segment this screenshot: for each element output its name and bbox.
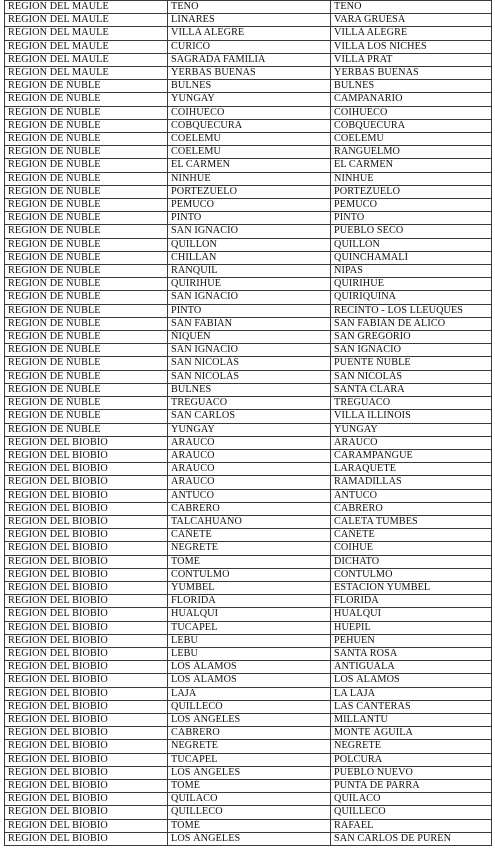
commune-cell: BULNES bbox=[168, 383, 331, 396]
commune-cell: ARAUCO bbox=[168, 476, 331, 489]
region-cell: REGIÓN DEL BIOBÍO bbox=[5, 581, 168, 594]
table-row bbox=[5, 423, 492, 436]
table-row bbox=[5, 14, 492, 27]
commune-cell: PEMUCO bbox=[168, 199, 331, 212]
region-cell: REGIÓN DEL BIOBÍO bbox=[5, 595, 168, 608]
region-cell: REGIÓN DE ÑUBLE bbox=[5, 397, 168, 410]
locality-cell: VILLA ILLINOIS bbox=[331, 410, 492, 423]
region-cell: REGIÓN DEL BIOBÍO bbox=[5, 661, 168, 674]
locality-cell: HUALQUI bbox=[331, 608, 492, 621]
region-cell: REGIÓN DE ÑUBLE bbox=[5, 317, 168, 330]
table-row bbox=[5, 119, 492, 132]
region-cell: REGIÓN DEL BIOBÍO bbox=[5, 753, 168, 766]
region-cell: REGIÓN DEL MAULE bbox=[5, 40, 168, 53]
region-cell: REGIÓN DE ÑUBLE bbox=[5, 212, 168, 225]
table-row bbox=[5, 344, 492, 357]
region-cell: REGIÓN DEL BIOBÍO bbox=[5, 674, 168, 687]
locality-cell: DICHATO bbox=[331, 555, 492, 568]
table-row bbox=[5, 779, 492, 792]
table-row bbox=[5, 740, 492, 753]
commune-cell: LOS ÁLAMOS bbox=[168, 661, 331, 674]
commune-cell: CABRERO bbox=[168, 727, 331, 740]
table-row bbox=[5, 832, 492, 845]
commune-cell: ARAUCO bbox=[168, 436, 331, 449]
region-cell: REGIÓN DEL MAULE bbox=[5, 14, 168, 27]
table-row bbox=[5, 608, 492, 621]
table-row bbox=[5, 489, 492, 502]
locality-cell: LA LAJA bbox=[331, 687, 492, 700]
table-row bbox=[5, 581, 492, 594]
table-row bbox=[5, 1, 492, 14]
commune-cell: TOMÉ bbox=[168, 555, 331, 568]
region-cell: REGIÓN DEL BIOBÍO bbox=[5, 806, 168, 819]
region-cell: REGIÓN DE ÑUBLE bbox=[5, 278, 168, 291]
region-cell: REGIÓN DE ÑUBLE bbox=[5, 133, 168, 146]
commune-cell: TOMÉ bbox=[168, 779, 331, 792]
region-cell: REGIÓN DEL BIOBÍO bbox=[5, 515, 168, 528]
table-row bbox=[5, 40, 492, 53]
locality-cell: SAN CARLOS DE PURÉN bbox=[331, 832, 492, 845]
commune-cell: SAGRADA FAMILIA bbox=[168, 53, 331, 66]
commune-cell: SAN CARLOS bbox=[168, 410, 331, 423]
region-cell: REGIÓN DEL BIOBÍO bbox=[5, 779, 168, 792]
locality-cell: VILLA PRAT bbox=[331, 53, 492, 66]
table-row bbox=[5, 172, 492, 185]
region-cell: REGIÓN DE ÑUBLE bbox=[5, 344, 168, 357]
locality-cell: HUEPIL bbox=[331, 621, 492, 634]
table-row bbox=[5, 317, 492, 330]
region-cell: REGIÓN DEL BIOBÍO bbox=[5, 436, 168, 449]
locality-cell: RANGUELMO bbox=[331, 146, 492, 159]
commune-cell: LOS ÁNGELES bbox=[168, 832, 331, 845]
region-cell: REGIÓN DEL MAULE bbox=[5, 1, 168, 14]
region-cell: REGIÓN DE ÑUBLE bbox=[5, 423, 168, 436]
locality-cell: RECINTO - LOS LLEUQUES bbox=[331, 304, 492, 317]
commune-cell: RÁNQUIL bbox=[168, 265, 331, 278]
table-row bbox=[5, 278, 492, 291]
locality-cell: COELEMU bbox=[331, 133, 492, 146]
region-cell: REGIÓN DE ÑUBLE bbox=[5, 93, 168, 106]
locality-cell: QUIRIQUINA bbox=[331, 291, 492, 304]
locality-cell: FLORIDA bbox=[331, 595, 492, 608]
locality-cell: PEHUEN bbox=[331, 634, 492, 647]
table-row bbox=[5, 93, 492, 106]
table-row bbox=[5, 647, 492, 660]
commune-cell: ÑIQUÉN bbox=[168, 331, 331, 344]
table-row bbox=[5, 727, 492, 740]
commune-cell: SAN NICOLÁS bbox=[168, 357, 331, 370]
commune-cell: QUILACO bbox=[168, 793, 331, 806]
region-cell: REGIÓN DEL BIOBÍO bbox=[5, 621, 168, 634]
commune-cell: PINTO bbox=[168, 304, 331, 317]
locality-cell: VARA GRUESA bbox=[331, 14, 492, 27]
locality-cell: PUEBLO NUEVO bbox=[331, 766, 492, 779]
table-row bbox=[5, 251, 492, 264]
region-cell: REGIÓN DEL BIOBÍO bbox=[5, 555, 168, 568]
locality-cell: SAN NICOLÁS bbox=[331, 370, 492, 383]
commune-cell: SAN IGNACIO bbox=[168, 225, 331, 238]
table-row bbox=[5, 80, 492, 93]
commune-cell: COELEMU bbox=[168, 146, 331, 159]
commune-cell: EL CARMEN bbox=[168, 159, 331, 172]
locality-cell: YUNGAY bbox=[331, 423, 492, 436]
commune-cell: LINARES bbox=[168, 14, 331, 27]
commune-cell: ARAUCO bbox=[168, 449, 331, 462]
locality-cell: QUILLÓN bbox=[331, 238, 492, 251]
table-row bbox=[5, 634, 492, 647]
region-cell: REGIÓN DEL BIOBÍO bbox=[5, 489, 168, 502]
region-cell: REGIÓN DEL BIOBÍO bbox=[5, 568, 168, 581]
commune-cell: CURICÓ bbox=[168, 40, 331, 53]
region-cell: REGIÓN DEL BIOBÍO bbox=[5, 793, 168, 806]
table-row bbox=[5, 476, 492, 489]
locality-cell: VILLA ALEGRE bbox=[331, 27, 492, 40]
table-row bbox=[5, 555, 492, 568]
locality-cell: ANTUCO bbox=[331, 489, 492, 502]
commune-cell: LOS ÁNGELES bbox=[168, 766, 331, 779]
region-cell: REGIÓN DEL BIOBÍO bbox=[5, 740, 168, 753]
region-cell: REGIÓN DE ÑUBLE bbox=[5, 80, 168, 93]
region-cell: REGIÓN DEL BIOBÍO bbox=[5, 608, 168, 621]
commune-cell: CONTULMO bbox=[168, 568, 331, 581]
region-cell: REGIÓN DE ÑUBLE bbox=[5, 106, 168, 119]
locality-cell: LARAQUETE bbox=[331, 463, 492, 476]
commune-cell: YUNGAY bbox=[168, 93, 331, 106]
region-cell: REGIÓN DEL BIOBÍO bbox=[5, 647, 168, 660]
region-cell: REGIÓN DEL BIOBÍO bbox=[5, 727, 168, 740]
region-cell: REGIÓN DE ÑUBLE bbox=[5, 357, 168, 370]
table-row bbox=[5, 713, 492, 726]
commune-cell: CAÑETE bbox=[168, 529, 331, 542]
locality-cell: CARAMPANGUE bbox=[331, 449, 492, 462]
locality-cell: PEMUCO bbox=[331, 199, 492, 212]
locality-cell: MONTE ÁGUILA bbox=[331, 727, 492, 740]
locality-cell: TENO bbox=[331, 1, 492, 14]
commune-cell: VILLA ALEGRE bbox=[168, 27, 331, 40]
region-cell: REGIÓN DE ÑUBLE bbox=[5, 119, 168, 132]
region-cell: REGIÓN DEL BIOBÍO bbox=[5, 476, 168, 489]
locality-cell: CONTULMO bbox=[331, 568, 492, 581]
region-cell: REGIÓN DEL BIOBÍO bbox=[5, 463, 168, 476]
table-row bbox=[5, 621, 492, 634]
region-cell: REGIÓN DEL MAULE bbox=[5, 67, 168, 80]
table-row bbox=[5, 436, 492, 449]
region-cell: REGIÓN DEL BIOBÍO bbox=[5, 687, 168, 700]
region-cell: REGIÓN DEL BIOBÍO bbox=[5, 819, 168, 832]
locality-cell: RAFAEL bbox=[331, 819, 492, 832]
table-row bbox=[5, 225, 492, 238]
table-row bbox=[5, 146, 492, 159]
locality-cell: TREGUACO bbox=[331, 397, 492, 410]
table-row bbox=[5, 27, 492, 40]
table-row bbox=[5, 819, 492, 832]
locality-cell: PUNTA DE PARRA bbox=[331, 779, 492, 792]
table-row bbox=[5, 265, 492, 278]
table-row bbox=[5, 806, 492, 819]
commune-cell: CABRERO bbox=[168, 502, 331, 515]
locality-cell: PORTEZUELO bbox=[331, 185, 492, 198]
table-row bbox=[5, 529, 492, 542]
locality-cell: QUINCHAMALÍ bbox=[331, 251, 492, 264]
locality-cell: MILLANTÚ bbox=[331, 713, 492, 726]
commune-cell: LAJA bbox=[168, 687, 331, 700]
locality-cell: EL CARMEN bbox=[331, 159, 492, 172]
table-row bbox=[5, 502, 492, 515]
region-cell: REGIÓN DE ÑUBLE bbox=[5, 159, 168, 172]
locality-cell: COIHUE bbox=[331, 542, 492, 555]
commune-cell: YERBAS BUENAS bbox=[168, 67, 331, 80]
locality-cell: NEGRETE bbox=[331, 740, 492, 753]
locality-cell: SAN IGNACIO bbox=[331, 344, 492, 357]
locality-cell: ESTACIÓN YUMBEL bbox=[331, 581, 492, 594]
table-row bbox=[5, 410, 492, 423]
locality-cell: LAS CANTERAS bbox=[331, 700, 492, 713]
locality-cell: PUENTE ÑUBLE bbox=[331, 357, 492, 370]
locality-cell: NINHUE bbox=[331, 172, 492, 185]
table-row bbox=[5, 106, 492, 119]
commune-cell: LOS ÁLAMOS bbox=[168, 674, 331, 687]
table-row bbox=[5, 595, 492, 608]
commune-cell: QUILLECO bbox=[168, 700, 331, 713]
commune-cell: QUILLECO bbox=[168, 806, 331, 819]
region-cell: REGIÓN DEL BIOBÍO bbox=[5, 529, 168, 542]
locality-cell: COIHUECO bbox=[331, 106, 492, 119]
table-row bbox=[5, 753, 492, 766]
commune-cell: LOS ÁNGELES bbox=[168, 713, 331, 726]
commune-cell: HUALQUI bbox=[168, 608, 331, 621]
locality-cell: POLCURA bbox=[331, 753, 492, 766]
region-cell: REGIÓN DEL BIOBÍO bbox=[5, 542, 168, 555]
locality-cell: ARAUCO bbox=[331, 436, 492, 449]
commune-cell: COIHUECO bbox=[168, 106, 331, 119]
table-row bbox=[5, 661, 492, 674]
commune-cell: COELEMU bbox=[168, 133, 331, 146]
table-row bbox=[5, 463, 492, 476]
table-row bbox=[5, 199, 492, 212]
commune-cell: NEGRETE bbox=[168, 542, 331, 555]
commune-cell: YUNGAY bbox=[168, 423, 331, 436]
region-cell: REGIÓN DEL BIOBÍO bbox=[5, 502, 168, 515]
localities-table bbox=[4, 0, 492, 846]
table-row bbox=[5, 449, 492, 462]
table-row bbox=[5, 291, 492, 304]
locality-cell: PINTO bbox=[331, 212, 492, 225]
commune-cell: SAN NICOLÁS bbox=[168, 370, 331, 383]
locality-cell: PUEBLO SECO bbox=[331, 225, 492, 238]
region-cell: REGIÓN DE ÑUBLE bbox=[5, 331, 168, 344]
table-row bbox=[5, 331, 492, 344]
locality-cell: QUILLECO bbox=[331, 806, 492, 819]
locality-cell: CALETA TUMBES bbox=[331, 515, 492, 528]
commune-cell: COBQUECURA bbox=[168, 119, 331, 132]
locality-cell: SAN GREGORIO bbox=[331, 331, 492, 344]
table-row bbox=[5, 212, 492, 225]
commune-cell: LEBU bbox=[168, 647, 331, 660]
region-cell: REGIÓN DEL BIOBÍO bbox=[5, 700, 168, 713]
table-row bbox=[5, 185, 492, 198]
locality-cell: SANTA ROSA bbox=[331, 647, 492, 660]
region-cell: REGIÓN DEL MAULE bbox=[5, 53, 168, 66]
region-cell: REGIÓN DEL BIOBÍO bbox=[5, 634, 168, 647]
commune-cell: PORTEZUELO bbox=[168, 185, 331, 198]
region-cell: REGIÓN DE ÑUBLE bbox=[5, 370, 168, 383]
table-row bbox=[5, 397, 492, 410]
table-row bbox=[5, 370, 492, 383]
table-row bbox=[5, 159, 492, 172]
table-row bbox=[5, 383, 492, 396]
table-row bbox=[5, 304, 492, 317]
table-row bbox=[5, 766, 492, 779]
locality-cell: COBQUECURA bbox=[331, 119, 492, 132]
commune-cell: CHILLÁN bbox=[168, 251, 331, 264]
commune-cell: SAN IGNACIO bbox=[168, 291, 331, 304]
locality-cell: BULNES bbox=[331, 80, 492, 93]
table-row bbox=[5, 515, 492, 528]
table-row bbox=[5, 67, 492, 80]
table-row bbox=[5, 674, 492, 687]
region-cell: REGIÓN DE ÑUBLE bbox=[5, 172, 168, 185]
region-cell: REGIÓN DEL BIOBÍO bbox=[5, 449, 168, 462]
commune-cell: TUCAPEL bbox=[168, 621, 331, 634]
locality-cell: SANTA CLARA bbox=[331, 383, 492, 396]
commune-cell: TUCAPEL bbox=[168, 753, 331, 766]
locality-cell: ÑIPAS bbox=[331, 265, 492, 278]
locality-cell: ANTIGUALA bbox=[331, 661, 492, 674]
table-row bbox=[5, 793, 492, 806]
region-cell: REGIÓN DE ÑUBLE bbox=[5, 185, 168, 198]
commune-cell: TENO bbox=[168, 1, 331, 14]
region-cell: REGIÓN DE ÑUBLE bbox=[5, 383, 168, 396]
table-row bbox=[5, 542, 492, 555]
commune-cell: YUMBEL bbox=[168, 581, 331, 594]
region-cell: REGIÓN DEL BIOBÍO bbox=[5, 713, 168, 726]
region-cell: REGIÓN DEL BIOBÍO bbox=[5, 766, 168, 779]
locality-cell: CAMPANARIO bbox=[331, 93, 492, 106]
commune-cell: BULNES bbox=[168, 80, 331, 93]
region-cell: REGIÓN DE ÑUBLE bbox=[5, 238, 168, 251]
table-body bbox=[5, 1, 492, 846]
table-row bbox=[5, 568, 492, 581]
region-cell: REGIÓN DE ÑUBLE bbox=[5, 199, 168, 212]
table-row bbox=[5, 357, 492, 370]
locality-cell: VILLA LOS NICHES bbox=[331, 40, 492, 53]
region-cell: REGIÓN DE ÑUBLE bbox=[5, 291, 168, 304]
locality-cell: QUIRIHUE bbox=[331, 278, 492, 291]
region-cell: REGIÓN DE ÑUBLE bbox=[5, 225, 168, 238]
locality-cell: SAN FABIÁN DE ALICO bbox=[331, 317, 492, 330]
commune-cell: TREGUACO bbox=[168, 397, 331, 410]
region-cell: REGIÓN DE ÑUBLE bbox=[5, 265, 168, 278]
table-row bbox=[5, 238, 492, 251]
commune-cell: QUIRIHUE bbox=[168, 278, 331, 291]
commune-cell: SAN IGNACIO bbox=[168, 344, 331, 357]
locality-cell: CABRERO bbox=[331, 502, 492, 515]
region-cell: REGIÓN DE ÑUBLE bbox=[5, 251, 168, 264]
commune-cell: LEBU bbox=[168, 634, 331, 647]
table-row bbox=[5, 700, 492, 713]
commune-cell: TALCAHUANO bbox=[168, 515, 331, 528]
region-cell: REGIÓN DE ÑUBLE bbox=[5, 410, 168, 423]
table-row bbox=[5, 53, 492, 66]
region-cell: REGIÓN DEL BIOBÍO bbox=[5, 832, 168, 845]
commune-cell: TOMÉ bbox=[168, 819, 331, 832]
commune-cell: SAN FABIÁN bbox=[168, 317, 331, 330]
region-cell: REGIÓN DE ÑUBLE bbox=[5, 304, 168, 317]
locality-cell: LOS ÁLAMOS bbox=[331, 674, 492, 687]
commune-cell: FLORIDA bbox=[168, 595, 331, 608]
commune-cell: ARAUCO bbox=[168, 463, 331, 476]
table-row bbox=[5, 133, 492, 146]
commune-cell: NEGRETE bbox=[168, 740, 331, 753]
locality-cell: QUILACO bbox=[331, 793, 492, 806]
locality-cell: RAMADILLAS bbox=[331, 476, 492, 489]
commune-cell: NINHUE bbox=[168, 172, 331, 185]
locality-cell: CAÑETE bbox=[331, 529, 492, 542]
table-row bbox=[5, 687, 492, 700]
region-cell: REGIÓN DE ÑUBLE bbox=[5, 146, 168, 159]
commune-cell: ANTUCO bbox=[168, 489, 331, 502]
commune-cell: PINTO bbox=[168, 212, 331, 225]
region-cell: REGIÓN DEL MAULE bbox=[5, 27, 168, 40]
locality-cell: YERBAS BUENAS bbox=[331, 67, 492, 80]
commune-cell: QUILLÓN bbox=[168, 238, 331, 251]
